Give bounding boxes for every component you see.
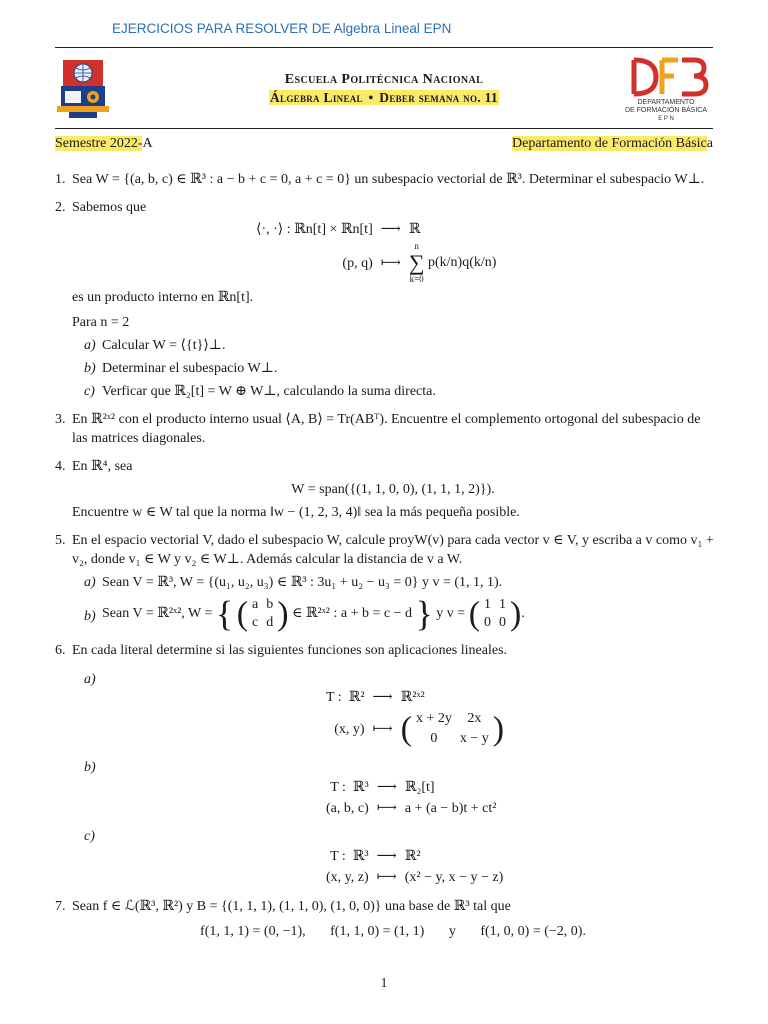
- header-link[interactable]: EJERCICIOS PARA RESOLVER DE Algebra Lineal EPN: [112, 21, 452, 36]
- image-matrix-6a: x + 2y 2x 0 x − y: [415, 711, 489, 746]
- department-label: Departamento de Formación Básica: [512, 136, 713, 151]
- header-rule: [55, 128, 713, 129]
- exercise-5b: b) Sean V = ℝ²ˣ², W = { ( a b c d ) ∈ ℝ²ˣ² : a + b = c − d } y v = ( 1 1 0 0 ).: [84, 593, 525, 634]
- course-name: Álgebra Lineal: [270, 90, 363, 105]
- exercise-7: 7. Sean f ∈ ℒ(ℝ³, ℝ²) y B = {(1, 1, 1), (1, 1, 0), (1, 0, 0)} una base de ℝ³ tal que f(1, 1, 1) = (0, −1), f(1, 1, 0) = (1, 1) y f(1, 0, 0) = (−2, 0).: [55, 897, 714, 941]
- logo-text-line-2: DE FORMACIÓN BÁSICA: [624, 107, 708, 114]
- assignment-title: Deber semana no. 11: [379, 90, 498, 105]
- exercise-2c: c) Verficar que ℝ₂[t] = W ⊕ W⊥, calculando la suma directa.: [84, 384, 436, 399]
- exercise-5: 5. En el espacio vectorial V, dado el subespacio W, calcule proyW(v) para cada vector v ∈ V, y escriba a v como v₁ + v₂, donde v₁ ∈ W y v₂ ∈ W⊥. Además calcular la distancia de v a W. a) Sean V = ℝ³, W = {(u₁, u₂, u₃) ∈ ℝ³ : 3u₁ + u₂ − u₃ = 0} y v = (1, 1, 1). b) Sean V = ℝ²ˣ², W = { ( a b c d ) ∈ ℝ²ˣ² : a + b = c − d } y v = ( 1 1 0 0 ).: [55, 533, 714, 634]
- bullet: •: [364, 90, 378, 105]
- exercise-1: 1. Sea W = {(a, b, c) ∈ ℝ³ : a − b + c = 0, a + c = 0} un subespacio vectorial de ℝ³. Determinar el subespacio W⊥.: [55, 172, 705, 187]
- exercise-6: 6. En cada literal determine si las siguientes funciones son aplicaciones lineales. a) T : ℝ² ⟶ ℝ²ˣ² (x, y) ⟼ ( x + 2y 2x 0 x − y ) b) T : ℝ³ ⟶ ℝ₂[t] (a, b, c) ⟼ a + (a − b)t + ct² c) T : ℝ³ ⟶ ℝ² (x, y, z) ⟼ (x² − y, x − y − z): [55, 641, 714, 888]
- dfb-logo: [620, 56, 712, 122]
- exercise-2b: b) Determinar el subespacio W⊥.: [84, 361, 278, 376]
- exercise-4: 4. En ℝ⁴, sea W = span({(1, 1, 0, 0), (1, 1, 1, 2)}). Encuentre w ∈ W tal que la norma ‖w − (1, 2, 3, 4)‖ sea la más pequeña posible.: [55, 457, 714, 522]
- logo-text-line-1: DEPARTAMENTO: [637, 99, 695, 106]
- map-6a: T : ℝ² ⟶ ℝ²ˣ² (x, y) ⟼ ( x + 2y 2x 0 x − y ): [326, 690, 505, 748]
- inner-product-definition: ⟨·, ·⟩ : ℝn[t] × ℝn[t] ⟶ ℝ (p, q) ⟼ n ∑ k=0 p(k/n)q(k/n): [256, 222, 497, 284]
- subspace-matrix: a b c d: [252, 597, 274, 630]
- exercise-6c: c): [84, 829, 95, 844]
- span-equation: W = span({(1, 1, 0, 0), (1, 1, 1, 2)}).: [291, 482, 495, 497]
- summation-sign: n ∑ k=0: [408, 241, 425, 284]
- page-number: 1: [380, 976, 388, 991]
- top-rule: [55, 47, 713, 48]
- map-6c: T : ℝ³ ⟶ ℝ² (x, y, z) ⟼ (x² − y, x − y − z): [326, 849, 504, 885]
- exercise-7-equations: f(1, 1, 1) = (0, −1), f(1, 1, 0) = (1, 1) y f(1, 0, 0) = (−2, 0).: [200, 924, 586, 939]
- exercise-3: 3. En ℝ²ˣ² con el producto interno usual ⟨A, B⟩ = Tr(ABᵀ). Encuentre el complemento ortogonal del subespacio de las matrices diagonales.: [55, 412, 701, 446]
- semester-label: Semestre 2022-A: [55, 136, 153, 151]
- exercise-2a: a) Calcular W = ⟨{t}⟩⊥.: [84, 338, 226, 353]
- logo-text-line-3: E P N: [658, 116, 674, 122]
- vector-matrix: 1 1 0 0: [484, 597, 507, 630]
- exercise-5a: a) Sean V = ℝ³, W = {(u₁, u₂, u₃) ∈ ℝ³ : 3u₁ + u₂ − u₃ = 0} y v = (1, 1, 1).: [84, 575, 503, 590]
- exercise-6b: b): [84, 760, 96, 775]
- exercise-6a: a): [84, 672, 96, 687]
- exercise-1-text: Sea W = {(a, b, c) ∈ ℝ³ : a − b + c = 0, a + c = 0} un subespacio vectorial de ℝ³. Determinar el subespacio W⊥.: [72, 172, 705, 187]
- exercise-list: [55, 170, 714, 950]
- school-name: Escuela Politécnica Nacional: [284, 72, 484, 87]
- map-6b: T : ℝ³ ⟶ ℝ₂[t] (a, b, c) ⟼ a + (a − b)t + ct²: [326, 780, 497, 816]
- exercise-2: 2. Sabemos que ⟨·, ·⟩ : ℝn[t] × ℝn[t] ⟶ ℝ (p, q) ⟼ n ∑ k=0 p(k/n)q(k/n) es un producto interno en ℝn[t]. Para n = 2 a) Calcular W = ⟨{t}⟩⊥. b) Determinar el subespacio W⊥. c) Verficar que ℝ₂[t] = W ⊕ W⊥, calculando la suma directa.: [55, 198, 714, 401]
- exercise-2-intro: Sabemos que: [72, 200, 147, 215]
